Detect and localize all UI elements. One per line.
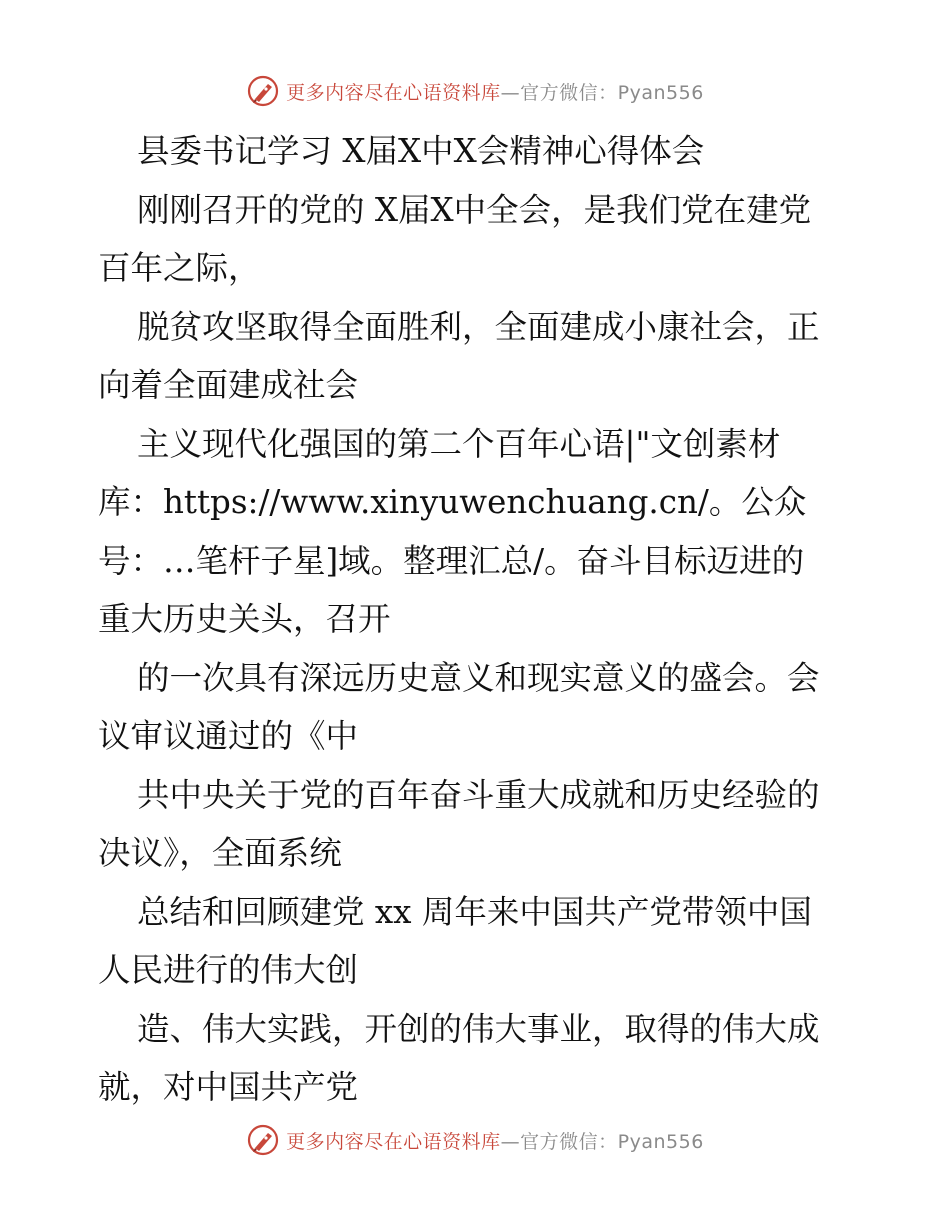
header-banner-main: 更多内容尽在心语资料库 (286, 81, 501, 104)
footer-banner (0, 1120, 950, 1160)
document-text-line: 议审议通过的《中 (98, 717, 359, 755)
document-body (98, 122, 858, 1117)
header-banner-separator: — (500, 81, 521, 104)
document-text-line: 就，对中国共产党 (98, 1068, 359, 1106)
header-banner-text (286, 78, 704, 105)
footer-banner-text (286, 1127, 704, 1154)
header-banner-wechat: 官方微信：Pyan556 (520, 81, 704, 104)
document-text-line: 百年之际， (98, 249, 261, 287)
document-text-line: 总结和回顾建党 xx 周年来中国共产党带领中国 (137, 892, 812, 931)
document-text-line: 号：…笔杆子星]域。整理汇总/。奋斗目标迈进的 (98, 541, 805, 580)
document-text-line: 造、伟大实践，开创的伟大事业，取得的伟大成 (137, 1009, 820, 1048)
document-text-line: 共中央关于党的百年奋斗重大成就和历史经验的 (137, 775, 820, 814)
document-text-line: 主义现代化强国的第二个百年心语|"文创素材 (137, 424, 781, 463)
document-text-line: 库：https://www.xinyuwenchuang.cn/。公众 (98, 483, 807, 521)
document-title-line: 县委书记学习 X届X中X会精神心得体会 (137, 132, 705, 170)
document-text-line: 向着全面建成社会 (98, 366, 359, 404)
document-text-line: 的一次具有深远历史意义和现实意义的盛会。会 (137, 658, 820, 697)
document-text-line: 脱贫攻坚取得全面胜利，全面建成小康社会，正 (137, 307, 820, 346)
document-text-line: 人民进行的伟大创 (98, 951, 359, 989)
header-banner (0, 71, 950, 111)
document-text-line: 刚刚召开的党的 X届X中全会，是我们党在建党 (137, 190, 812, 229)
footer-banner-wechat: 官方微信：Pyan556 (520, 1130, 704, 1153)
pen-nib-logo-icon (246, 74, 280, 108)
document-text-line: 决议》，全面系统 (98, 834, 342, 872)
pen-nib-logo-icon (246, 1123, 280, 1157)
footer-banner-main: 更多内容尽在心语资料库 (286, 1130, 501, 1153)
footer-banner-separator: — (500, 1130, 521, 1153)
document-text-line: 重大历史关头，召开 (98, 600, 391, 638)
